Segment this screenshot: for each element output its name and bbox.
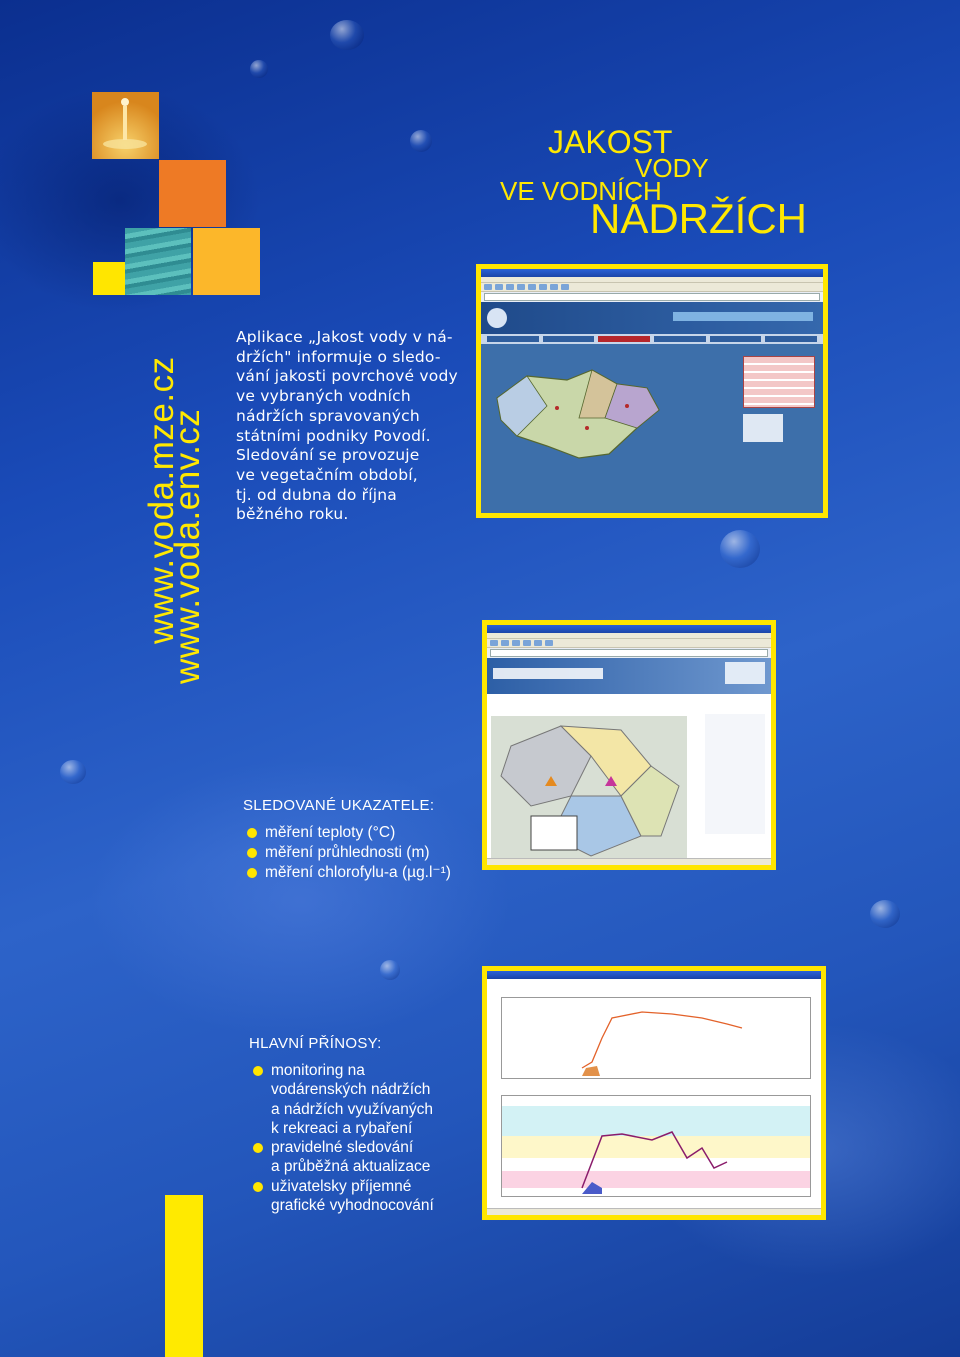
benefit-item [249, 1061, 434, 1080]
intro-line: ve vybraných vodních [236, 387, 411, 406]
intro-line: Aplikace „Jakost vody v ná- [236, 328, 453, 346]
indicator-item [243, 823, 451, 843]
benefit-line: grafické vyhodnocování [271, 1197, 434, 1215]
indicators-section [243, 797, 451, 883]
url-voda-mze[interactable]: www.voda.mze.cz [142, 356, 181, 644]
app-header-logo-icon [725, 662, 765, 684]
title-line-3: VE VODNÍCH [500, 176, 662, 206]
czech-map-icon [487, 358, 667, 478]
benefit-item [249, 1138, 434, 1157]
orange-square [159, 160, 226, 227]
intro-line: tj. od dubna do října [236, 485, 397, 504]
indicator-label: měření teploty (°C) [265, 824, 396, 841]
portal-header [481, 302, 823, 334]
window-titlebar [487, 625, 771, 633]
indicator-label: měření průhlednosti (m) [265, 844, 430, 861]
intro-line: držích" informuje o sledo- [236, 347, 441, 366]
benefit-line: a průběžná aktualizace [271, 1158, 431, 1176]
drip-photo-square [92, 92, 159, 159]
water-drop [720, 530, 760, 568]
intro-paragraph [236, 328, 466, 525]
water-drop [410, 130, 432, 152]
intro-line: Sledování se provozuje [236, 446, 420, 465]
temperature-chart-icon [502, 998, 810, 1078]
water-drop [250, 60, 268, 78]
yellow-square-small [93, 262, 125, 295]
address-bar [484, 293, 820, 301]
intro-line: vání jakosti povrchové vody [236, 367, 458, 386]
app-body [487, 694, 771, 870]
charts-screenshot [482, 966, 826, 1220]
title-line-1: JAKOST [548, 124, 673, 160]
yellow-bar [165, 1195, 203, 1357]
water-photo-square [125, 228, 191, 295]
intro-line: státními podniky Povodí. [236, 426, 431, 445]
indicator-item [243, 863, 451, 883]
benefit-line: vodárenských nádržích [271, 1081, 431, 1099]
indicator-label: měření chlorofylu-a (µg.l⁻¹) [265, 864, 451, 881]
app-header-title [493, 668, 603, 679]
indicators-heading: SLEDOVANÉ UKAZATELE: [243, 797, 435, 814]
portal-screenshot [476, 264, 828, 518]
map-side-panel [705, 714, 765, 834]
transparency-chart-icon [502, 1096, 810, 1196]
benefit-line: k rekreaci a rybaření [271, 1119, 413, 1137]
ministry-logo-icon [487, 308, 507, 328]
benefit-line: pravidelné sledování [271, 1139, 414, 1157]
benefit-line: monitoring na [271, 1062, 365, 1079]
bullet-icon [247, 828, 257, 838]
bullet-icon [253, 1143, 263, 1153]
status-bar [487, 1208, 821, 1215]
benefit-line: a nádržích využívaných [271, 1100, 433, 1118]
status-bar [487, 858, 771, 865]
benefit-line: uživatelsky příjemné [271, 1177, 412, 1195]
bullet-icon [253, 1066, 263, 1076]
region-map-icon [491, 716, 687, 866]
yellow-square [193, 228, 260, 295]
url-voda-env[interactable]: www.voda.env.cz [168, 408, 207, 684]
benefit-item [249, 1177, 434, 1196]
benefits-section [249, 1035, 434, 1215]
temperature-chart [501, 997, 811, 1079]
bullet-icon [247, 848, 257, 858]
address-bar [490, 649, 768, 657]
water-drop [60, 760, 86, 784]
app-header [487, 658, 771, 694]
reservoir-table [743, 356, 815, 408]
region-map [491, 716, 687, 866]
portal-nav [481, 334, 823, 344]
water-drop [330, 20, 364, 50]
portal-header-banner [673, 312, 813, 321]
water-drip-icon [92, 92, 159, 159]
water-drop [870, 900, 900, 928]
browser-toolbar [481, 283, 823, 292]
benefits-heading: HLAVNÍ PŘÍNOSY: [249, 1035, 382, 1052]
intro-line: běžného roku. [236, 505, 349, 524]
title-line-2: VODY [635, 153, 709, 183]
water-drop [380, 960, 400, 980]
title-line-4: NÁDRŽÍCH [590, 195, 807, 242]
browser-toolbar [487, 639, 771, 648]
window-titlebar [481, 269, 823, 277]
indicator-item [243, 843, 451, 863]
bullet-icon [253, 1182, 263, 1192]
bullet-icon [247, 868, 257, 878]
map-legend [743, 414, 783, 442]
intro-line: ve vegetačním období, [236, 465, 418, 484]
intro-line: nádržích spravovaných [236, 406, 420, 425]
map-screenshot [482, 620, 776, 870]
charts-body [487, 979, 821, 1209]
window-titlebar [487, 971, 821, 979]
transparency-chart [501, 1095, 811, 1197]
portal-body [481, 344, 823, 514]
